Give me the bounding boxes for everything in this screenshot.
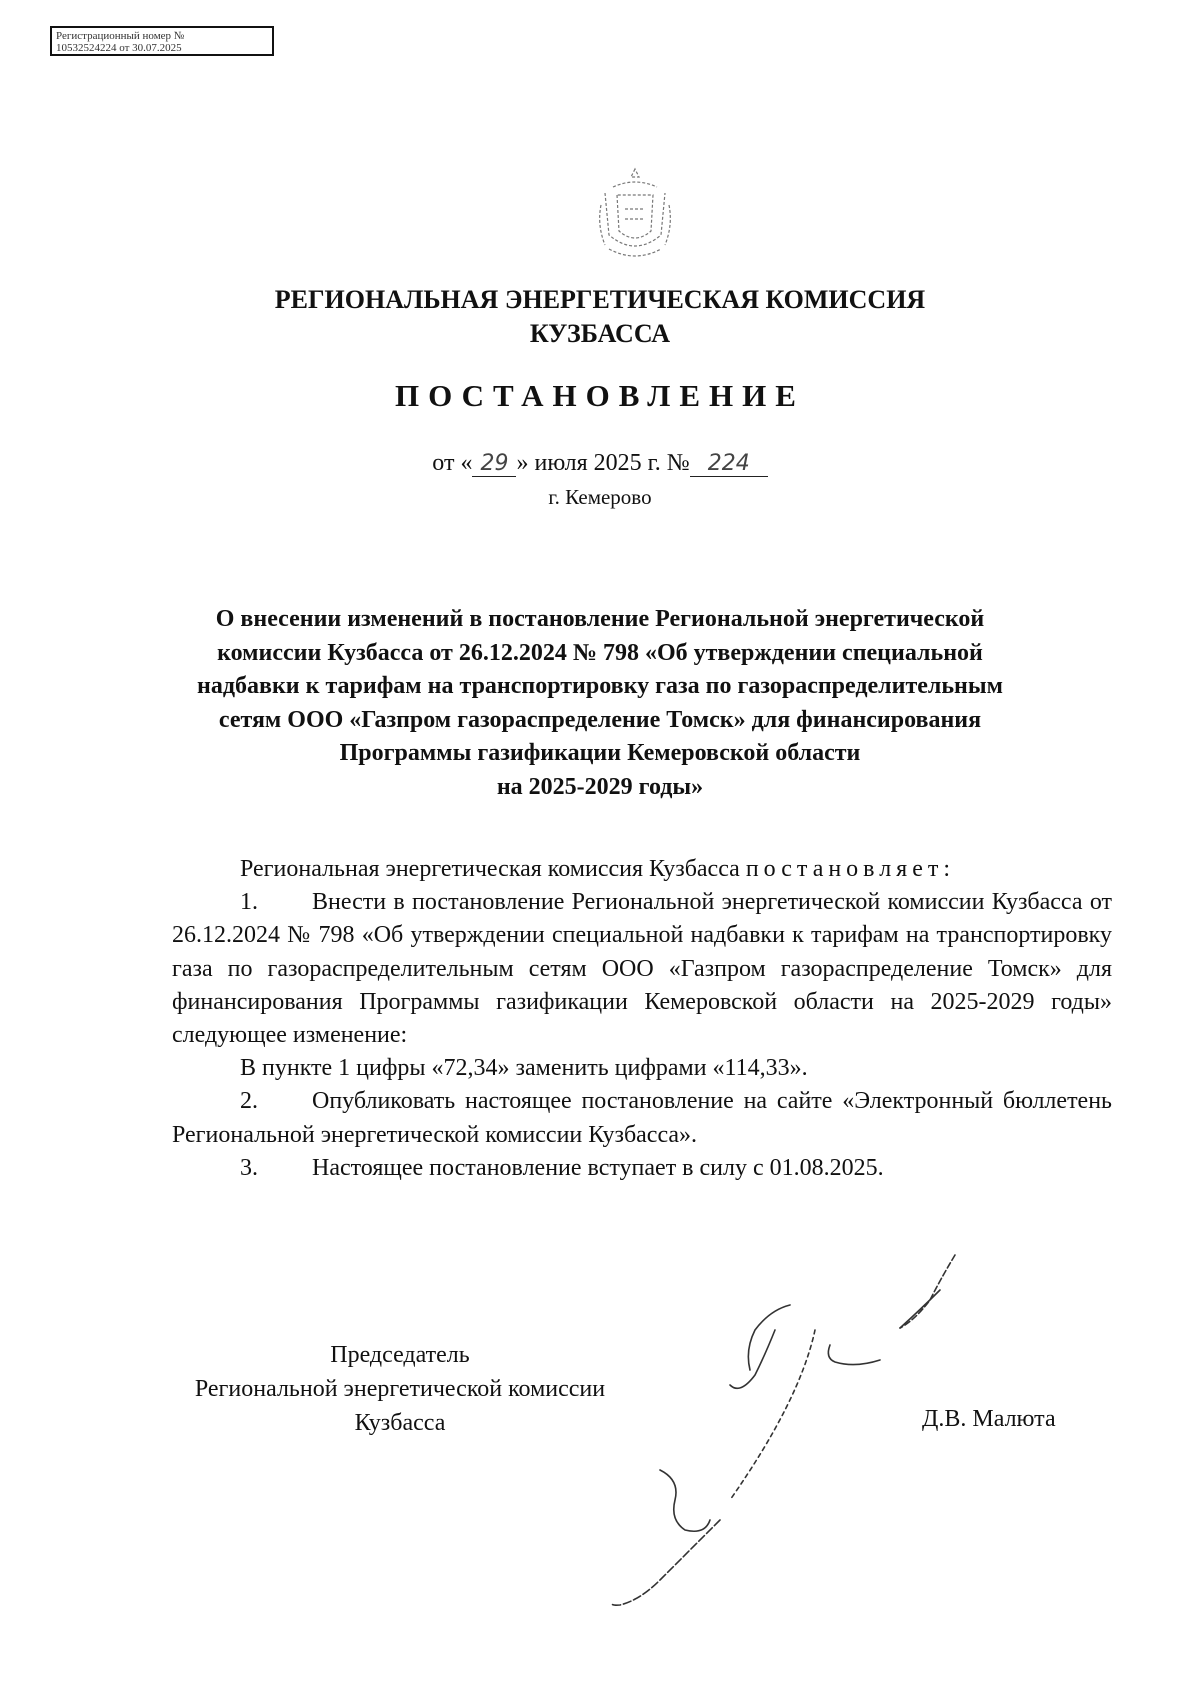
body-item-2 [172,1085,1112,1151]
subject-line: О внесении изменений в постановление Региональной энергетической [215,606,985,632]
item-text: Опубликовать настоящее постановление на сайте «Электронный бюллетень Региональной энергетической комиссии Кузбасса». [172,1088,1112,1148]
registration-stamp-line1: Регистрационный номер № [56,30,185,42]
signatory-position-line2: Региональной энергетической комиссии [194,1376,606,1402]
document-body [172,853,1112,1185]
body-item-3 [172,1152,1112,1185]
organization-title-line2: КУЗБАССА [529,319,671,348]
coat-of-arms-icon [595,165,675,265]
document-type: ПОСТАНОВЛЕНИЕ [395,378,805,413]
subject-line: сетям ООО «Газпром газораспределение Томск» для финансирования [218,706,982,733]
intro-verb: постановляет: [745,856,956,882]
subject-line: Программы газификации Кемеровской области [339,740,861,766]
subject-line: комиссии Кузбасса от 26.12.2024 № 798 «Об утверждении специальной [217,639,983,666]
subject-line: на 2025-2029 годы» [496,773,704,800]
body-item-1-change: В пункте 1 цифры «72,34» заменить цифрами «114,33». [240,1055,808,1082]
signatory-position-line1: Председатель [330,1342,470,1368]
body-intro [172,853,1112,886]
document-subject [150,603,1050,804]
date-line [0,450,1200,477]
item-text: Настоящее постановление вступает в силу с 01.08.2025. [312,1154,884,1181]
signatory-position-line3: Кузбасса [354,1410,446,1436]
item-number: 1. [240,889,258,916]
date-prefix: от « [432,450,473,476]
item-number: 3. [240,1154,258,1181]
date-month-year: » июля 2025 г. № [516,450,690,476]
intro-text: Региональная энергетическая комиссия Кузбасса [240,856,740,882]
document-number: 224 [690,452,768,477]
handwritten-signature [570,1250,990,1620]
item-number: 2. [240,1088,258,1115]
subject-line: надбавки к тарифам на транспортировку газа по газораспределительным [197,673,1003,699]
body-item-1 [172,886,1112,1052]
date-day: 29 [472,452,516,477]
signatory-name: Д.В. Малюта [922,1406,1056,1432]
registration-stamp-line2: 10532524224 от 30.07.2025 [56,42,182,54]
organization-title [0,283,1200,351]
registration-stamp [50,26,274,56]
item-text: Внести в постановление Региональной энергетической комиссии Кузбасса от 26.12.2024 № 798 «Об утверждении специальной надбавки к тарифам на транспортировку газа по газораспределительным сетям ООО «Газпром газораспределение Томск» для финансирования Программы газификации Кемеровской области на 2025-2029 годы» следующее изменение: [172,889,1112,1049]
city: г. Кемерово [548,485,652,509]
organization-title-line1: РЕГИОНАЛЬНАЯ ЭНЕРГЕТИЧЕСКАЯ КОМИССИЯ [274,285,926,314]
signatory-position [160,1338,640,1440]
